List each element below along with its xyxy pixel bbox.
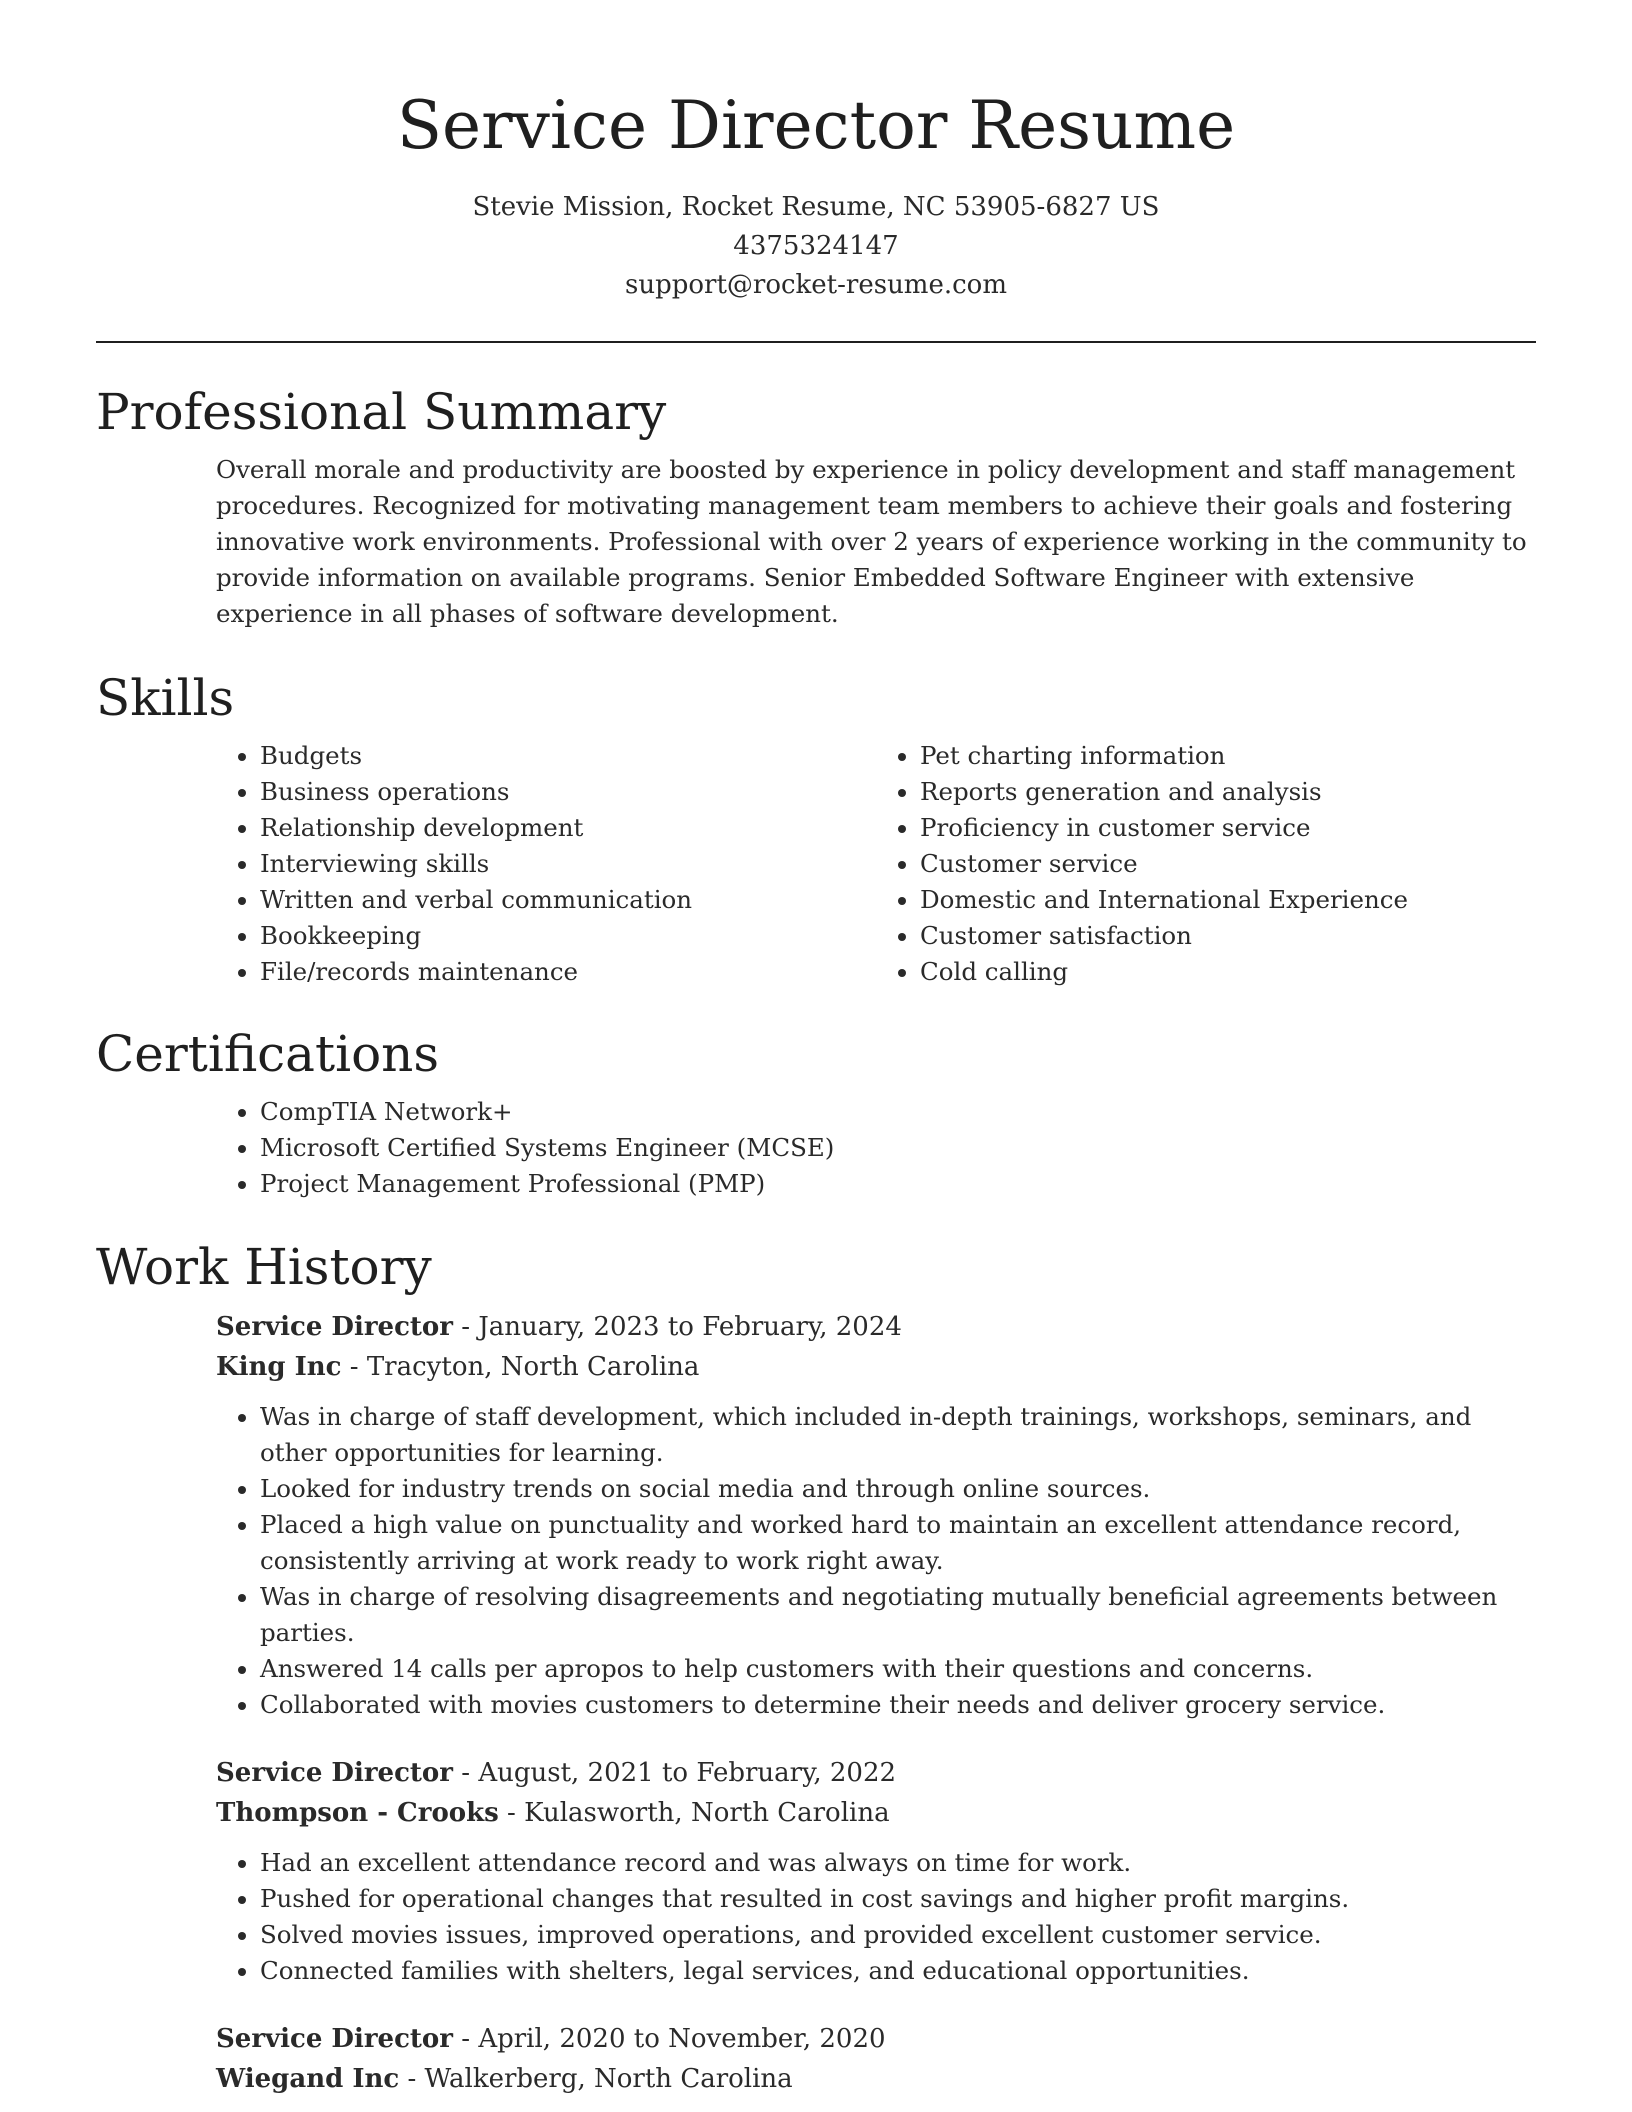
skills-grid [216,738,1536,990]
skill-item: • Proficiency in customer service [920,810,1536,846]
skills-list-right [876,738,1536,990]
skill-item: • File/records maintenance [260,954,876,990]
resume-header [0,0,1632,305]
job-bullets [216,1845,1536,1989]
skill-item: • Bookkeeping [260,918,876,954]
certification-item: • CompTIA Network+ [260,1094,1536,1130]
work-heading: Work History [96,1238,432,1296]
job-entry [216,2019,1536,2099]
skills-section [96,668,1536,990]
job-company-line: Thompson - Crooks - Kulasworth, North Carolina [216,1798,890,1828]
job-bullet: • Was in charge of resolving disagreements and negotiating mutually beneficial agreements between parties. [260,1579,1536,1651]
skill-item: • Interviewing skills [260,846,876,882]
skill-item: • Relationship development [260,810,876,846]
job-bullet: • Had an excellent attendance record and was always on time for work. [260,1845,1536,1881]
certifications-section [96,1024,1536,1202]
job-entry [216,1307,1536,1723]
job-company: Thompson - Crooks [216,1798,499,1828]
job-bullet: • Solved movies issues, improved operations, and provided excellent customer service. [260,1917,1536,1953]
skill-item: • Domestic and International Experience [920,882,1536,918]
contact-email: support@rocket-resume.com [624,270,1007,300]
job-bullet: • Connected families with shelters, legal services, and educational opportunities. [260,1953,1536,1989]
contact-block [0,188,1632,305]
skills-list-left [216,738,876,990]
skill-item: • Written and verbal communication [260,882,876,918]
certifications-list [216,1094,1536,1202]
skill-item: • Budgets [260,738,876,774]
summary-text: Overall morale and productivity are boosted by experience in policy development and staff management procedures. Recognized for motivating management team members to achieve their goals and fostering innovative work environments. Professional with over 2 years of experience working in the community to provide information on available programs. Senior Embedded Software Engineer with extensive experience in all phases of software development. [216,455,1527,628]
work-section [96,1237,1536,2099]
summary-heading: Professional Summary [96,383,667,441]
job-bullet: • Looked for industry trends on social media and through online sources. [260,1471,1536,1507]
skill-item: • Reports generation and analysis [920,774,1536,810]
job-role: Service Director [216,2024,453,2054]
page-title: Service Director Resume [396,87,1236,164]
job-bullet: • Collaborated with movies customers to determine their needs and deliver grocery service. [260,1687,1536,1723]
job-bullet: • Placed a high value on punctuality and worked hard to maintain an excellent attendance record, consistently arriving at work ready to work right away. [260,1507,1536,1579]
skill-item: • Cold calling [920,954,1536,990]
contact-phone: 4375324147 [733,231,899,261]
certifications-heading: Certifications [96,1025,440,1083]
job-dates: April, 2020 to November, 2020 [478,2024,886,2054]
header-divider [96,341,1536,343]
job-title-line: Service Director - April, 2020 to November, 2020 [216,2024,886,2054]
job-bullet: • Was in charge of staff development, which included in-depth trainings, workshops, seminars, and other opportunities for learning. [260,1399,1536,1471]
skill-item: • Business operations [260,774,876,810]
job-role: Service Director [216,1758,453,1788]
job-company: King Inc [216,1352,342,1382]
job-company-line: Wiegand Inc - Walkerberg, North Carolina [216,2064,793,2094]
job-location: Tracyton, North Carolina [366,1352,700,1382]
job-company-line: King Inc - Tracyton, North Carolina [216,1352,700,1382]
skill-item: • Pet charting information [920,738,1536,774]
contact-address: Stevie Mission, Rocket Resume, NC 53905-6827 US [472,192,1160,222]
certification-item: • Microsoft Certified Systems Engineer (MCSE) [260,1130,1536,1166]
job-bullets [216,1399,1536,1723]
job-dates: January, 2023 to February, 2024 [478,1312,902,1342]
job-title-line: Service Director - January, 2023 to February, 2024 [216,1312,902,1342]
job-dates: August, 2021 to February, 2022 [478,1758,897,1788]
job-entry [216,1753,1536,1989]
skill-item: • Customer satisfaction [920,918,1536,954]
job-location: Kulasworth, North Carolina [524,1798,890,1828]
summary-section [96,382,1536,632]
certification-item: • Project Management Professional (PMP) [260,1166,1536,1202]
skill-item: • Customer service [920,846,1536,882]
job-title-line: Service Director - August, 2021 to February, 2022 [216,1758,897,1788]
job-role: Service Director [216,1312,453,1342]
skills-heading: Skills [96,669,235,727]
job-bullet: • Pushed for operational changes that resulted in cost savings and higher profit margins. [260,1881,1536,1917]
job-location: Walkerberg, North Carolina [424,2064,793,2094]
job-company: Wiegand Inc [216,2064,400,2094]
job-bullet: • Answered 14 calls per apropos to help customers with their questions and concerns. [260,1651,1536,1687]
